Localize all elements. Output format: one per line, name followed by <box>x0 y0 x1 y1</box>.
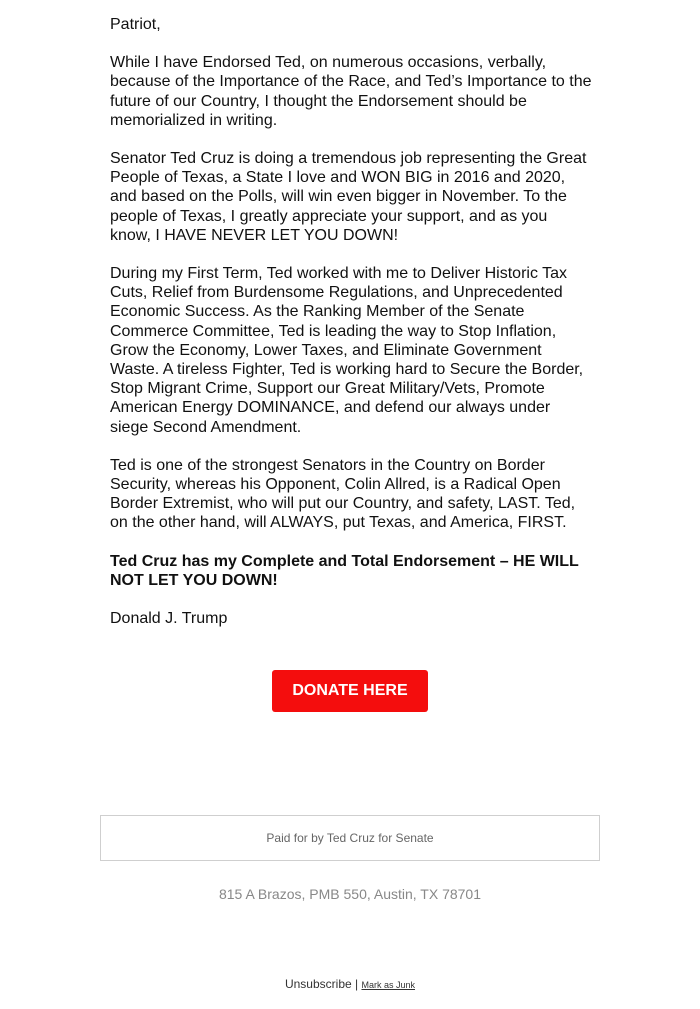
unsubscribe-link[interactable]: Unsubscribe <box>284 977 352 991</box>
endorsement-statement: Ted Cruz has my Complete and Total Endorsement – HE WILL NOT LET YOU DOWN! <box>110 552 579 589</box>
footer-separator: | <box>355 977 359 991</box>
paid-for-disclaimer: Paid for by Ted Cruz for Senate <box>100 815 600 861</box>
donate-container <box>0 670 700 712</box>
paragraph-first-term: During my First Term, Ted worked with me to Deliver Historic Tax Cuts, Relief from Burdensome Regulations, and Unprecedented Economic Success. As the Ranking Member of the Senate Commerce Committee, Ted is leading the way to Stop Inflation, Grow the Economy, Lower Taxes, and Eliminate Government Waste. A tireless Fighter, Ted is working hard to Secure the Border, Stop Migrant Crime, Support our Great Military/Vets, Promote American Energy DOMINANCE, and defend our always under siege Second Amendment. <box>110 265 584 436</box>
greeting: Patriot, <box>110 16 161 33</box>
signature: Donald J. Trump <box>110 610 228 628</box>
mark-as-junk-link[interactable]: Mark as Junk <box>361 980 416 990</box>
donate-button[interactable]: DONATE HERE <box>272 670 428 712</box>
footer-links <box>0 977 700 991</box>
paragraph-senator-record: Senator Ted Cruz is doing a tremendous job representing the Great People of Texas, a State I love and WON BIG in 2016 and 2020, and based on the Polls, will win even bigger in November. To the people of Texas, I greatly appreciate your support, and as you know, I HAVE NEVER LET YOU DOWN! <box>110 150 587 244</box>
mailing-address: 815 A Brazos, PMB 550, Austin, TX 78701 <box>218 886 482 902</box>
email-letter-body <box>110 15 592 647</box>
paragraph-endorsement-intro: While I have Endorsed Ted, on numerous occasions, verbally, because of the Importance of the Race, and Ted’s Importance to the future of our Country, I thought the Endorsement should be memorialized in writing. <box>110 54 592 129</box>
paragraph-border-security: Ted is one of the strongest Senators in the Country on Border Security, whereas his Opponent, Colin Allred, is a Radical Open Border Extremist, who will put our Country, and safety, LAST. Ted, on the other hand, will ALWAYS, put Texas, and America, FIRST. <box>110 456 576 532</box>
